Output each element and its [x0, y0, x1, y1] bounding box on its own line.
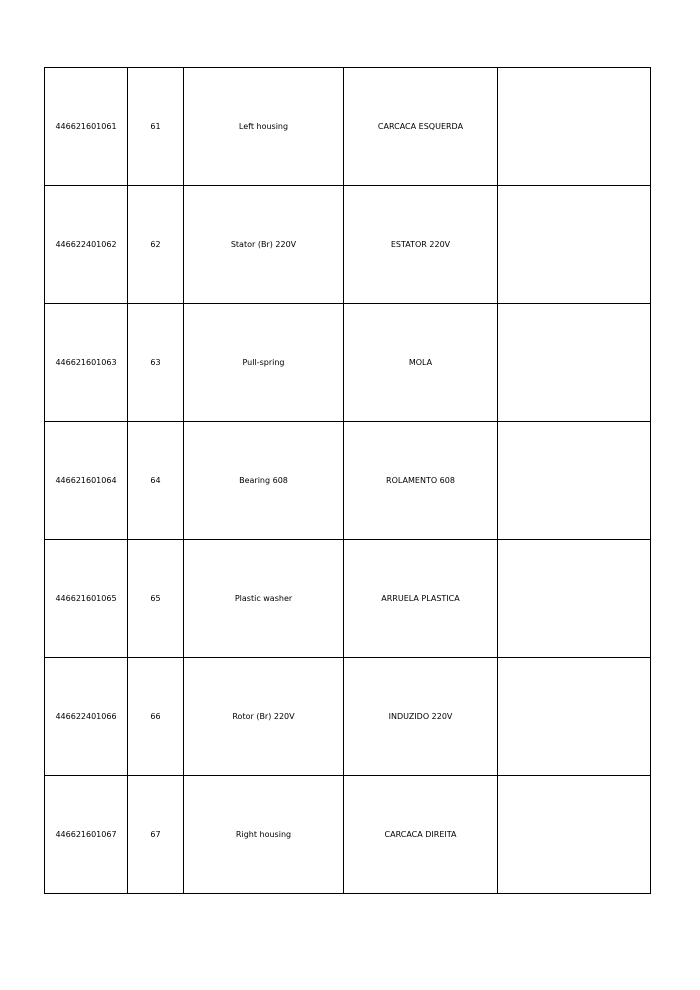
description-en-cell: Plastic washer: [184, 540, 344, 658]
table-row: [45, 540, 651, 658]
description-pt-cell: ARRUELA PLASTICA: [344, 540, 498, 658]
part-code-cell: 446622401062: [45, 186, 128, 304]
position-cell: 66: [128, 658, 184, 776]
part-code-cell: 446621601063: [45, 304, 128, 422]
position-cell: 62: [128, 186, 184, 304]
notes-cell: [498, 304, 651, 422]
table-row: [45, 422, 651, 540]
description-en-cell: Stator (Br) 220V: [184, 186, 344, 304]
part-code-cell: 446621601065: [45, 540, 128, 658]
description-en-cell: Pull-spring: [184, 304, 344, 422]
part-code-cell: 446621601064: [45, 422, 128, 540]
description-en-cell: Rotor (Br) 220V: [184, 658, 344, 776]
description-pt-cell: INDUZIDO 220V: [344, 658, 498, 776]
description-en-cell: Left housing: [184, 68, 344, 186]
description-pt-cell: CARCACA ESQUERDA: [344, 68, 498, 186]
parts-table: [44, 67, 651, 894]
position-cell: 65: [128, 540, 184, 658]
part-code-cell: 446621601061: [45, 68, 128, 186]
notes-cell: [498, 540, 651, 658]
description-en-cell: Bearing 608: [184, 422, 344, 540]
position-cell: 67: [128, 776, 184, 894]
table-row: [45, 776, 651, 894]
position-cell: 63: [128, 304, 184, 422]
notes-cell: [498, 658, 651, 776]
notes-cell: [498, 68, 651, 186]
description-pt-cell: CARCACA DIREITA: [344, 776, 498, 894]
part-code-cell: 446622401066: [45, 658, 128, 776]
position-cell: 61: [128, 68, 184, 186]
table-row: [45, 68, 651, 186]
table-row: [45, 186, 651, 304]
description-en-cell: Right housing: [184, 776, 344, 894]
table-row: [45, 658, 651, 776]
description-pt-cell: ROLAMENTO 608: [344, 422, 498, 540]
description-pt-cell: MOLA: [344, 304, 498, 422]
description-pt-cell: ESTATOR 220V: [344, 186, 498, 304]
part-code-cell: 446621601067: [45, 776, 128, 894]
notes-cell: [498, 776, 651, 894]
notes-cell: [498, 422, 651, 540]
position-cell: 64: [128, 422, 184, 540]
notes-cell: [498, 186, 651, 304]
table-row: [45, 304, 651, 422]
